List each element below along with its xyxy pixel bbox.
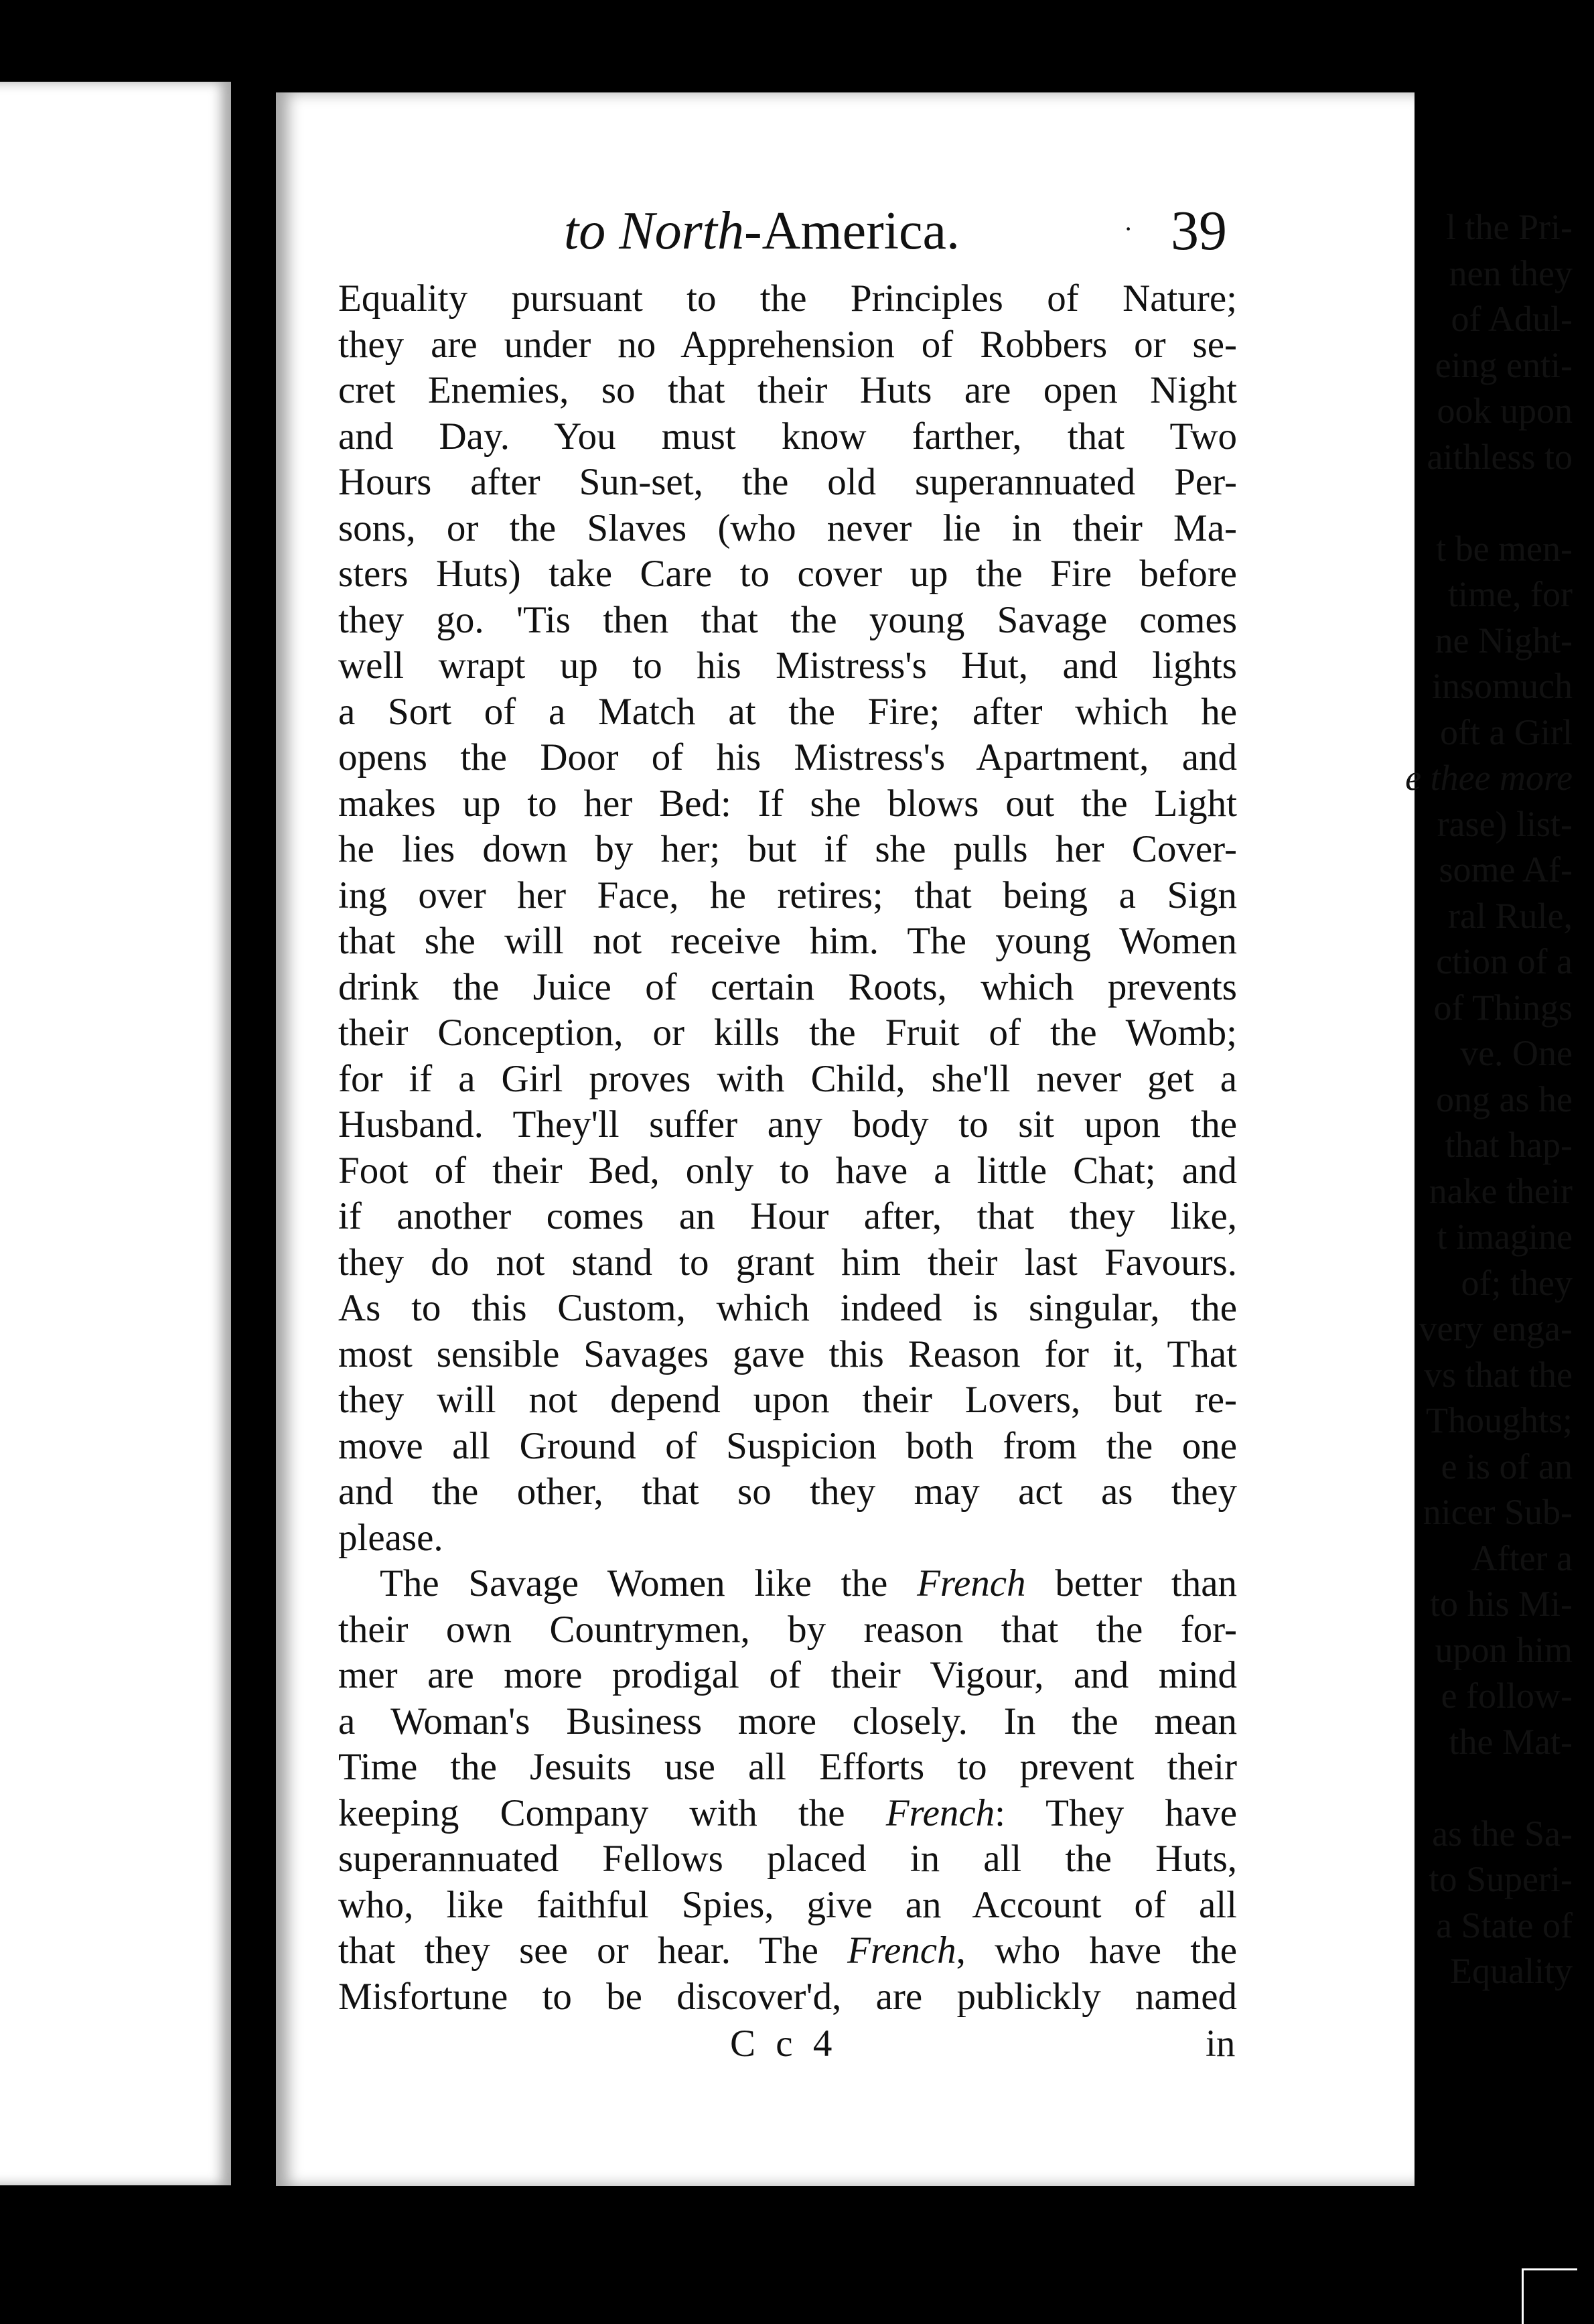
page-number: 39: [1171, 200, 1227, 262]
left-text-line: nen they: [1449, 253, 1573, 293]
text-line: most sensible Savages gave this Reason for it, That: [338, 1332, 1237, 1375]
left-text-line: After a: [1471, 1537, 1573, 1578]
left-text-line: eing enti-: [1435, 344, 1573, 385]
text-line: their own Countrymen, by reason that the for-: [338, 1608, 1237, 1651]
left-text-line: ong as he: [1436, 1079, 1573, 1119]
text-line: Equality pursuant to the Principles of Nature;: [338, 277, 1237, 320]
left-text-line: time, for: [1448, 574, 1573, 614]
left-text-line: t be men-: [1436, 528, 1573, 569]
left-text-line: oft a Girl: [1440, 711, 1573, 752]
text-line: Foot of their Bed, only to have a little Chat; and: [338, 1149, 1237, 1192]
left-text-line: upon him: [1435, 1629, 1573, 1670]
left-text-line: Equality: [1450, 1951, 1573, 1991]
left-text-line: ne Night-: [1435, 620, 1573, 661]
text-line: their Conception, or kills the Fruit of the Womb;: [338, 1012, 1237, 1054]
left-text-line: of Adul-: [1451, 299, 1573, 339]
text-line: they do not stand to grant him their last Favours.: [338, 1241, 1237, 1284]
text-line: that she will not receive him. The young Women: [338, 920, 1237, 962]
left-text-line: [1291, 480, 1573, 526]
left-text-line: t imagine: [1437, 1217, 1573, 1257]
text-line: a Sort of a Match at the Fire; after which he: [338, 690, 1237, 733]
left-text-line: nake their: [1429, 1170, 1573, 1211]
running-head: [564, 201, 960, 262]
text-line: opens the Door of his Mistress's Apartment, and: [338, 736, 1237, 778]
left-text-line: vs that the: [1424, 1354, 1573, 1395]
catchword: in: [1206, 2023, 1236, 2065]
text-line: mer are more prodigal of their Vigour, and mind: [338, 1654, 1237, 1696]
text-line: drink the Juice of certain Roots, which prevents: [338, 965, 1237, 1008]
left-text-line: of; they: [1461, 1262, 1573, 1303]
text-line: Time the Jesuits use all Efforts to prevent their: [338, 1746, 1237, 1788]
left-text-line: the Mat-: [1449, 1721, 1573, 1762]
text-line: a Woman's Business more closely. In the mean: [338, 1700, 1237, 1742]
left-text-line: ve. One: [1460, 1033, 1573, 1073]
body-text: [338, 276, 1237, 2020]
text-line: that they see or hear. The French, who have the: [338, 1929, 1237, 1972]
text-line: superannuated Fellows placed in all the Huts,: [338, 1838, 1237, 1880]
left-text-line: [1291, 1765, 1573, 1811]
left-text-line: e follow-: [1441, 1676, 1573, 1716]
text-line: makes up to her Bed: If she blows out the Light: [338, 782, 1237, 825]
left-text-line: very enga-: [1419, 1308, 1573, 1349]
text-line: sters Huts) take Care to cover up the Fire before: [338, 553, 1237, 595]
running-head-italic: to North-: [564, 202, 762, 261]
text-line: Hours after Sun-set, the old superannuated Per-: [338, 461, 1237, 503]
text-line: The Savage Women like the French better than: [380, 1562, 1237, 1604]
left-text-line: rase) list-: [1437, 803, 1573, 844]
left-text-line: ction of a: [1436, 941, 1573, 981]
left-text-line: of Things: [1433, 987, 1573, 1028]
left-text-line: e thee more: [1405, 758, 1573, 798]
running-head-dot: ·: [1124, 214, 1133, 244]
crop-mark: [1522, 2268, 1577, 2324]
text-line: move all Ground of Suspicion both from the one: [338, 1424, 1237, 1467]
text-line: they go. 'Tis then that the young Savage comes: [338, 598, 1237, 641]
left-text-line: some Af-: [1439, 849, 1573, 890]
text-line: keeping Company with the French: They have: [338, 1791, 1238, 1834]
left-text-line: nicer Sub-: [1423, 1492, 1573, 1532]
left-text-line: as the Sa-: [1432, 1813, 1573, 1854]
left-page-text: [1291, 204, 1573, 1994]
left-page-fragment: [0, 82, 231, 2185]
left-text-line: ook upon: [1437, 391, 1573, 431]
left-text-line: ral Rule,: [1448, 895, 1573, 936]
text-line: Husband. They'll suffer any body to sit upon the: [338, 1103, 1237, 1146]
text-line: please.: [338, 1516, 443, 1559]
text-line: who, like faithful Spies, give an Account of all: [338, 1883, 1237, 1926]
text-line: As to this Custom, which indeed is singular, the: [338, 1287, 1237, 1329]
left-text-line: to Superi-: [1429, 1859, 1573, 1899]
left-text-line: that hap-: [1445, 1125, 1573, 1165]
left-text-line: aithless to: [1427, 436, 1573, 477]
text-line: they will not depend upon their Lovers, but re-: [338, 1379, 1237, 1421]
text-line: well wrapt up to his Mistress's Hut, and lights: [338, 644, 1237, 687]
left-text-line: e is of an: [1441, 1446, 1573, 1487]
text-line: and Day. You must know farther, that Two: [338, 415, 1237, 458]
left-text-line: a State of: [1436, 1905, 1573, 1945]
text-line: Misfortune to be discover'd, are publickly named: [338, 1975, 1237, 2018]
left-text-line: to his Mi-: [1429, 1584, 1573, 1624]
text-line: ing over her Face, he retires; that being a Sign: [338, 874, 1237, 916]
text-line: if another comes an Hour after, that they like,: [338, 1195, 1237, 1237]
text-line: they are under no Apprehension of Robbers or se-: [338, 323, 1237, 366]
left-text-line: l the Pri-: [1446, 207, 1573, 247]
left-text-line: insomuch: [1432, 666, 1573, 706]
text-line: and the other, that so they may act as they: [338, 1471, 1237, 1513]
text-line: for if a Girl proves with Child, she'll never get a: [338, 1057, 1237, 1100]
text-line: he lies down by her; but if she pulls her Cover-: [338, 828, 1237, 870]
text-line: cret Enemies, so that their Huts are open Night: [338, 369, 1237, 411]
signature-mark: C c 4: [730, 2023, 838, 2065]
running-head-roman: America.: [762, 202, 960, 261]
left-text-line: Thoughts;: [1425, 1400, 1573, 1440]
text-line: sons, or the Slaves (who never lie in their Ma-: [338, 506, 1237, 549]
